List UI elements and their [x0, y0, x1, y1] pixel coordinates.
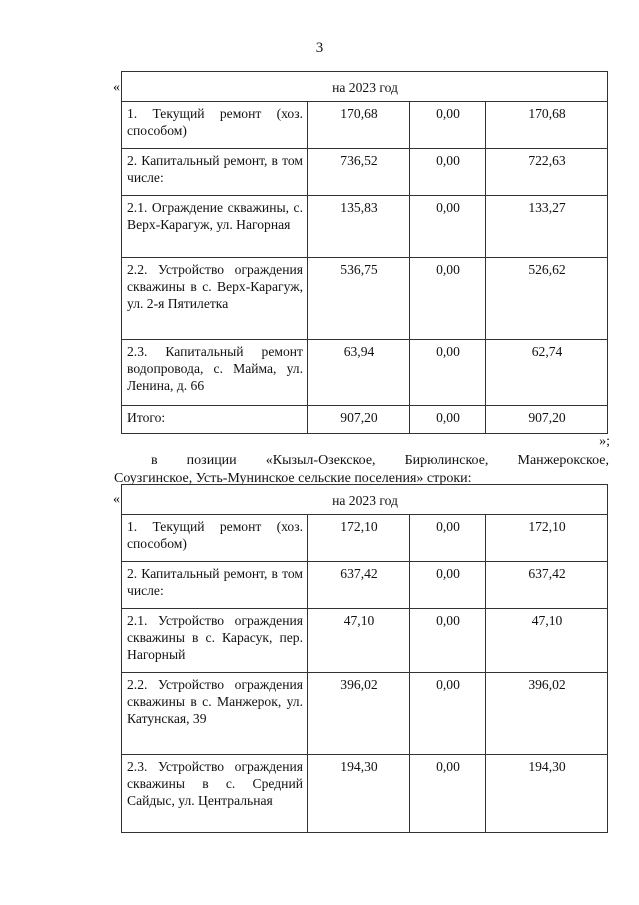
- row-name: 2. Капитальный ремонт, в том числе:: [122, 562, 308, 609]
- row-name: 2.3. Капитальный ремонт водопровода, с. Майма, ул. Ленина, д. 66: [122, 340, 308, 406]
- table-row: [122, 149, 608, 196]
- page-number: 3: [315, 40, 324, 56]
- row-value-3: 194,30: [486, 755, 608, 833]
- paragraph-line-2: Соузгинское, Усть-Мунинское сельские поселения» строки:: [114, 471, 472, 486]
- table-header-row: [122, 72, 608, 102]
- row-value-1: 63,94: [308, 340, 410, 406]
- row-value-2: 0,00: [410, 562, 486, 609]
- row-value-2: 0,00: [410, 149, 486, 196]
- row-value-2: 0,00: [410, 340, 486, 406]
- table-row: [122, 673, 608, 755]
- position-paragraph: [114, 452, 609, 488]
- row-value-2: 0,00: [410, 196, 486, 258]
- table-row: [122, 515, 608, 562]
- table-row: [122, 102, 608, 149]
- opening-quote: «: [113, 80, 120, 95]
- row-value-1: 536,75: [308, 258, 410, 340]
- row-value-3: 47,10: [486, 609, 608, 673]
- table-row: [122, 258, 608, 340]
- row-name: 2. Капитальный ремонт, в том числе:: [122, 149, 308, 196]
- row-value-2: 0,00: [410, 673, 486, 755]
- row-value-2: 0,00: [410, 406, 486, 434]
- table-header-row: [122, 485, 608, 515]
- row-value-3: 172,10: [486, 515, 608, 562]
- row-value-2: 0,00: [410, 515, 486, 562]
- budget-table-2: [121, 484, 608, 833]
- table-row-total: [122, 406, 608, 434]
- row-value-1: 637,42: [308, 562, 410, 609]
- row-value-3: 62,74: [486, 340, 608, 406]
- row-name: 2.1. Устройство ограждения скважины в с. Карасук, пер. Нагорный: [122, 609, 308, 673]
- row-value-1: 172,10: [308, 515, 410, 562]
- row-value-2: 0,00: [410, 258, 486, 340]
- row-name: Итого:: [122, 406, 308, 434]
- row-value-1: 170,68: [308, 102, 410, 149]
- budget-table-1: [121, 71, 608, 434]
- row-value-1: 396,02: [308, 673, 410, 755]
- row-value-1: 736,52: [308, 149, 410, 196]
- row-value-3: 170,68: [486, 102, 608, 149]
- row-value-3: 526,62: [486, 258, 608, 340]
- table-row: [122, 609, 608, 673]
- opening-quote: «: [113, 492, 120, 507]
- row-name: 1. Текущий ремонт (хоз. способом): [122, 515, 308, 562]
- row-value-1: 907,20: [308, 406, 410, 434]
- row-name: 1. Текущий ремонт (хоз. способом): [122, 102, 308, 149]
- row-value-2: 0,00: [410, 755, 486, 833]
- table-row: [122, 755, 608, 833]
- row-value-3: 133,27: [486, 196, 608, 258]
- table-header: на 2023 год: [122, 72, 608, 102]
- row-name: 2.2. Устройство ограждения скважины в с. Верх-Карагуж, ул. 2-я Пятилетка: [122, 258, 308, 340]
- table-row: [122, 340, 608, 406]
- row-name: 2.2. Устройство ограждения скважины в с. Манжерок, ул. Катунская, 39: [122, 673, 308, 755]
- row-value-2: 0,00: [410, 609, 486, 673]
- table-header: на 2023 год: [122, 485, 608, 515]
- row-name: 2.1. Ограждение скважины, с. Верх-Карагуж, ул. Нагорная: [122, 196, 308, 258]
- row-value-3: 396,02: [486, 673, 608, 755]
- row-value-1: 47,10: [308, 609, 410, 673]
- row-value-3: 722,63: [486, 149, 608, 196]
- row-value-1: 135,83: [308, 196, 410, 258]
- row-name: 2.3. Устройство ограждения скважины в с. Средний Сайдыс, ул. Центральная: [122, 755, 308, 833]
- paragraph-line-1: в позиции «Кызыл-Озекское, Бирюлинское, Манжерокское,: [151, 453, 609, 468]
- row-value-3: 637,42: [486, 562, 608, 609]
- table-row: [122, 562, 608, 609]
- table-row: [122, 196, 608, 258]
- row-value-3: 907,20: [486, 406, 608, 434]
- row-value-2: 0,00: [410, 102, 486, 149]
- closing-quote: »;: [599, 434, 610, 449]
- row-value-1: 194,30: [308, 755, 410, 833]
